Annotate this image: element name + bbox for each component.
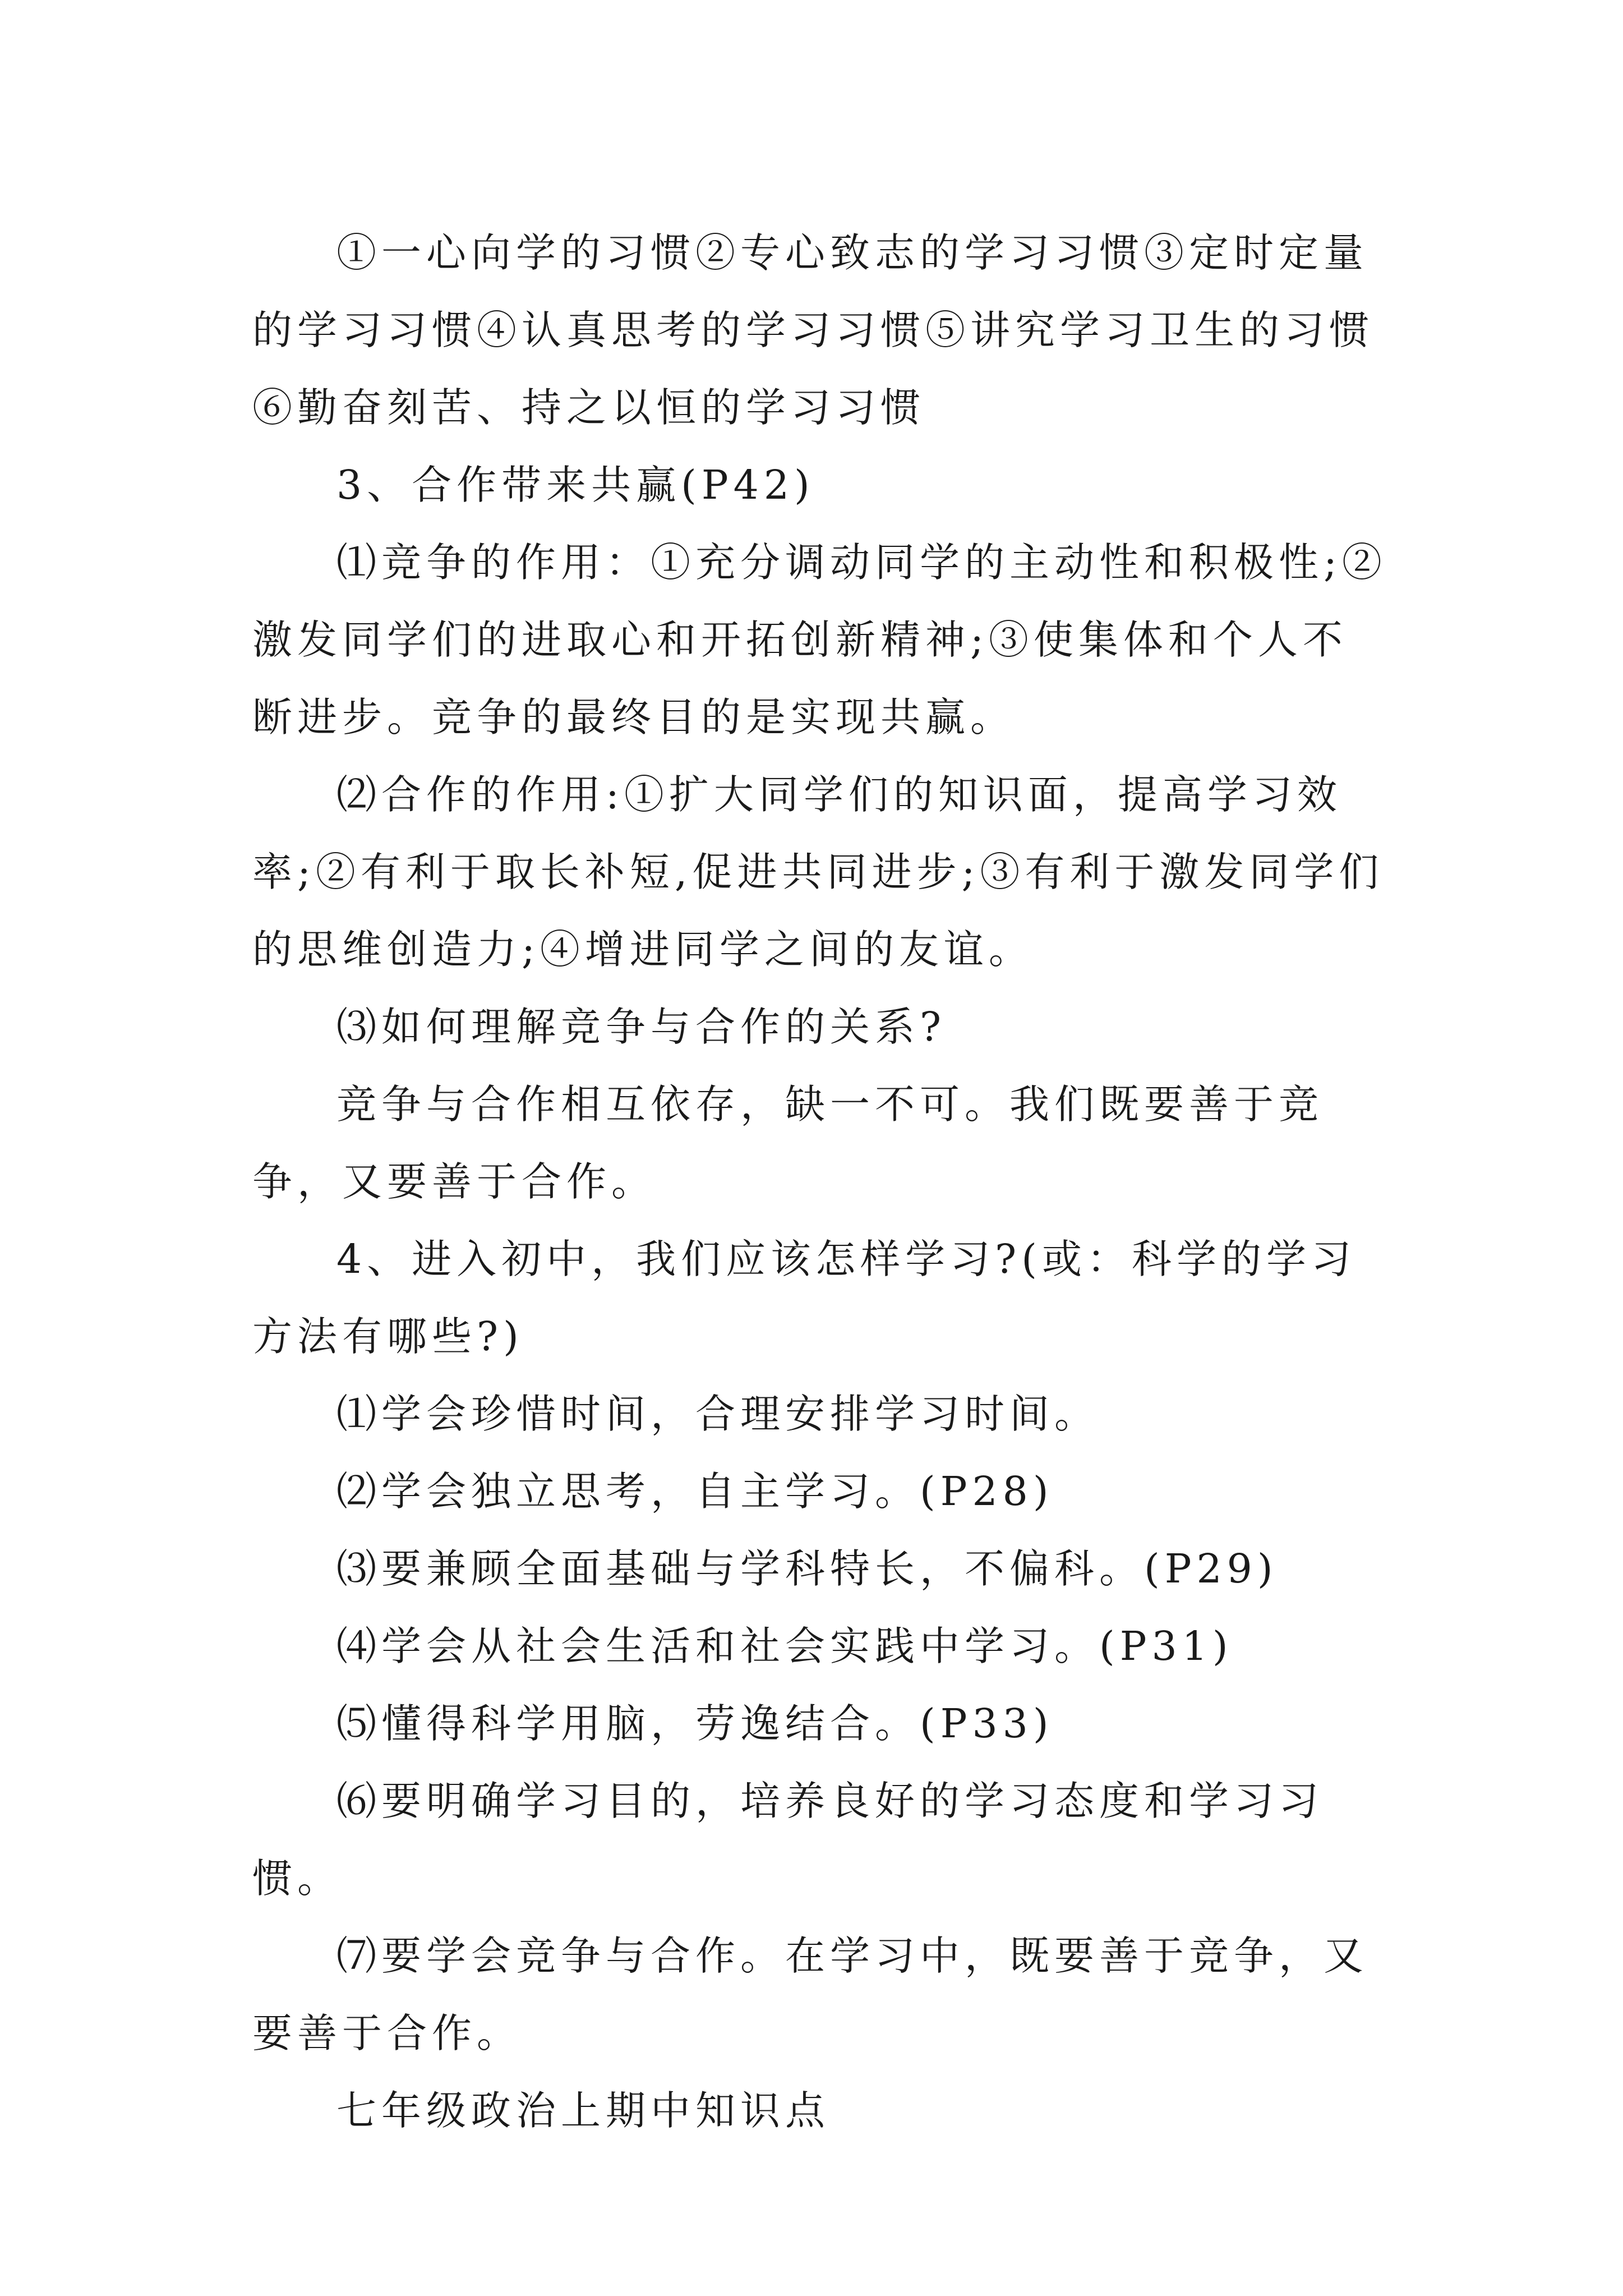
list-item-balanced-subjects: ⑶要兼顾全面基础与学科特长，不偏科。(P29)	[336, 1545, 1278, 1592]
paragraph-cooperation-role: ⑵合作的作用:①扩大同学们的知识面，提高学习效率;②有利于取长补短,促进共同进步;③有利于激发同学们的思维创造力;④增进同学之间的友谊。	[252, 771, 1384, 973]
heading-how-to-study: 4、进入初中，我们应该怎样学习?(或：科学的学习方法有哪些?)	[252, 1236, 1356, 1360]
list-item-independent-thinking: ⑵学会独立思考，自主学习。(P28)	[336, 1468, 1054, 1515]
answer-competition-cooperation: 竞争与合作相互依存，缺一不可。我们既要善于竞争，又要善于合作。	[252, 1081, 1324, 1205]
section-title-midterm-knowledge: 七年级政治上期中知识点	[336, 2087, 831, 2134]
heading-cooperation-win-win: 3、合作带来共赢(P42)	[336, 462, 815, 508]
paragraph-competition-role: ⑴竞争的作用：①充分调动同学的主动性和积极性;②激发同学们的进取心和开拓创新精神;③使集体和个人不断进步。竞争的最终目的是实现共赢。	[252, 539, 1387, 740]
list-item-learn-from-society: ⑷学会从社会生活和社会实践中学习。(P31)	[336, 1623, 1233, 1669]
list-item-cherish-time: ⑴学会珍惜时间，合理安排学习时间。	[336, 1391, 1100, 1437]
list-item-clear-goals: ⑹要明确学习目的，培养良好的学习态度和学习习惯。	[252, 1778, 1324, 1902]
list-item-use-brain-scientifically: ⑸懂得科学用脑，劳逸结合。(P33)	[336, 1700, 1054, 1747]
document-body	[252, 214, 1391, 2150]
paragraph-study-habits: ①一心向学的习惯②专心致志的学习习惯③定时定量的学习习惯④认真思考的学习习惯⑤讲究学习卫生的习惯⑥勤奋刻苦、持之以恒的学习习惯	[252, 229, 1375, 431]
list-item-compete-and-cooperate: ⑺要学会竞争与合作。在学习中，既要善于竞争，又要善于合作。	[252, 1932, 1369, 2056]
question-competition-cooperation: ⑶如何理解竞争与合作的关系?	[336, 1004, 947, 1050]
